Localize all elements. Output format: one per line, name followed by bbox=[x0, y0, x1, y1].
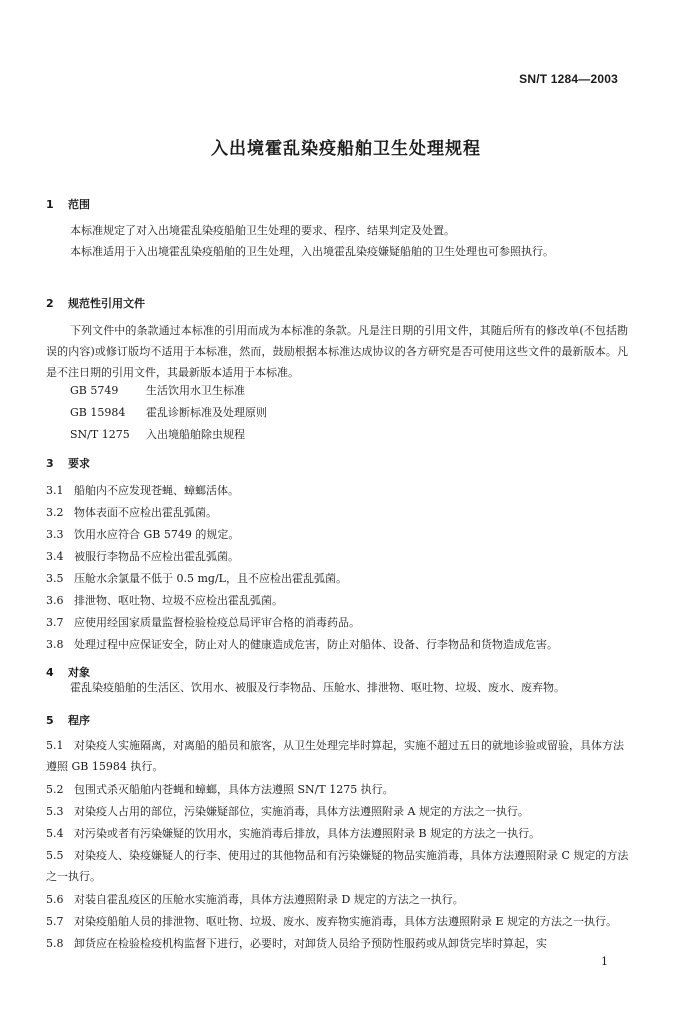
section-title: 规范性引用文件 bbox=[68, 297, 145, 310]
item-number: 3.7 bbox=[46, 616, 64, 629]
item-number: 5.3 bbox=[46, 805, 64, 818]
item-number: 3.8 bbox=[46, 638, 64, 651]
reference-item bbox=[70, 382, 245, 398]
item-number: 5.6 bbox=[46, 893, 64, 906]
item-text: 卸货应在检验检疫机构监督下进行，必要时，对卸货人员给予预防性服药或从卸货完毕时算起，实 bbox=[74, 937, 547, 950]
section-2-paragraph-1: 下列文件中的条款通过本标准的引用而成为本标准的条款。凡是注日期的引用文件，其随后所有的修改单(不包括勘误的内容)或修订版均不适用于本标准，然而，鼓励根据本标准达成协议的各方研究是否可使用这些文件的最新版本。凡是不注日期的引用文件，其最新版本适用于本标准。 bbox=[46, 324, 628, 379]
reference-name: 霍乱诊断标准及处理原则 bbox=[146, 406, 267, 419]
item-text: 船舶内不应发现苍蝇、蟑螂活体。 bbox=[74, 484, 239, 497]
reference-name: 入出境船舶除虫规程 bbox=[146, 428, 245, 441]
procedure-item bbox=[46, 823, 630, 844]
requirement-item bbox=[46, 502, 630, 523]
section-title: 范围 bbox=[68, 198, 90, 211]
item-text: 压舱水余氯量不低于 0.5 mg/L，且不应检出霍乱弧菌。 bbox=[74, 572, 347, 585]
item-text: 对染疫船舶人员的排泄物、呕吐物、垃圾、废水、废弃物实施消毒，具体方法遵照附录 E 规定的方法之一执行。 bbox=[74, 915, 618, 928]
item-number: 3.1 bbox=[46, 484, 64, 497]
item-number: 3.3 bbox=[46, 528, 64, 541]
requirement-item bbox=[46, 546, 630, 567]
section-1-paragraph-2: 本标准适用于入出境霍乱染疫船舶的卫生处理，入出境霍乱染疫嫌疑船舶的卫生处理也可参照执行。 bbox=[70, 245, 554, 258]
item-number: 5.2 bbox=[46, 783, 64, 796]
procedure-item bbox=[46, 933, 630, 954]
procedure-item bbox=[46, 735, 630, 777]
reference-code: GB 5749 bbox=[70, 384, 119, 397]
section-title: 要求 bbox=[68, 457, 90, 470]
item-text: 对染疫人占用的部位，污染嫌疑部位，实施消毒，具体方法遵照附录 A 规定的方法之一执行。 bbox=[74, 805, 529, 818]
item-number: 5.1 bbox=[46, 739, 64, 752]
reference-code: GB 15984 bbox=[70, 406, 126, 419]
item-text: 物体表面不应检出霍乱弧菌。 bbox=[74, 506, 217, 519]
item-text: 处理过程中应保证安全，防止对人的健康造成危害，防止对船体、设备、行李物品和货物造成危害。 bbox=[74, 638, 558, 651]
item-text: 对染疫人实施隔离，对离船的船员和旅客，从卫生处理完毕时算起，实施不超过五日的就地诊验或留验，具体方法遵照 GB 15984 执行。 bbox=[46, 739, 624, 773]
item-text: 排泄物、呕吐物、垃圾不应检出霍乱弧菌。 bbox=[74, 594, 283, 607]
document-title: 入出境霍乱染疫船舶卫生处理规程 bbox=[211, 139, 481, 159]
item-text: 饮用水应符合 GB 5749 的规定。 bbox=[74, 528, 240, 541]
section-title: 对象 bbox=[68, 666, 90, 679]
requirement-item bbox=[46, 590, 630, 611]
procedure-item bbox=[46, 801, 630, 822]
reference-name: 生活饮用水卫生标准 bbox=[146, 384, 245, 397]
section-number: 4 bbox=[46, 666, 54, 679]
requirement-item bbox=[46, 634, 630, 655]
item-number: 3.5 bbox=[46, 572, 64, 585]
section-5-heading bbox=[46, 712, 90, 728]
reference-item bbox=[70, 404, 267, 420]
requirement-item bbox=[46, 568, 630, 589]
standard-number: SN/T 1284—2003 bbox=[519, 72, 618, 86]
page-number: 1 bbox=[601, 955, 608, 968]
item-number: 3.2 bbox=[46, 506, 64, 519]
item-number: 3.6 bbox=[46, 594, 64, 607]
section-1-heading bbox=[46, 196, 90, 212]
section-1-paragraph-1: 本标准规定了对入出境霍乱染疫船舶卫生处理的要求、程序、结果判定及处置。 bbox=[70, 224, 455, 237]
section-number: 5 bbox=[46, 714, 54, 727]
item-text: 包围式杀灭船舶内苍蝇和蟑螂，具体方法遵照 SN/T 1275 执行。 bbox=[74, 783, 394, 796]
reference-code: SN/T 1275 bbox=[70, 428, 130, 441]
item-number: 5.8 bbox=[46, 937, 64, 950]
item-text: 应使用经国家质量监督检验检疫总局评审合格的消毒药品。 bbox=[74, 616, 360, 629]
item-text: 被服行李物品不应检出霍乱弧菌。 bbox=[74, 550, 239, 563]
section-3-heading bbox=[46, 455, 90, 471]
section-4-paragraph-1: 霍乱染疫船舶的生活区、饮用水、被服及行李物品、压舱水、排泄物、呕吐物、垃圾、废水、废弃物。 bbox=[70, 681, 565, 694]
item-number: 5.7 bbox=[46, 915, 64, 928]
procedure-item bbox=[46, 845, 630, 887]
section-2-heading bbox=[46, 295, 145, 311]
section-number: 3 bbox=[46, 457, 54, 470]
item-number: 3.4 bbox=[46, 550, 64, 563]
procedure-item bbox=[46, 911, 630, 932]
requirement-item bbox=[46, 524, 630, 545]
requirement-item bbox=[46, 480, 630, 501]
procedure-item bbox=[46, 779, 630, 800]
procedure-item bbox=[46, 889, 630, 910]
section-title: 程序 bbox=[68, 714, 90, 727]
section-number: 2 bbox=[46, 297, 54, 310]
item-number: 5.4 bbox=[46, 827, 64, 840]
item-text: 对染疫人、染疫嫌疑人的行李、使用过的其他物品和有污染嫌疑的物品实施消毒，具体方法遵照附录 C 规定的方法之一执行。 bbox=[46, 849, 629, 883]
reference-item bbox=[70, 426, 245, 442]
section-number: 1 bbox=[46, 198, 54, 211]
item-text: 对污染或者有污染嫌疑的饮用水，实施消毒后排放，具体方法遵照附录 B 规定的方法之一执行。 bbox=[74, 827, 541, 840]
item-text: 对装自霍乱疫区的压舱水实施消毒，具体方法遵照附录 D 规定的方法之一执行。 bbox=[74, 893, 464, 906]
requirement-item bbox=[46, 612, 630, 633]
item-number: 5.5 bbox=[46, 849, 64, 862]
